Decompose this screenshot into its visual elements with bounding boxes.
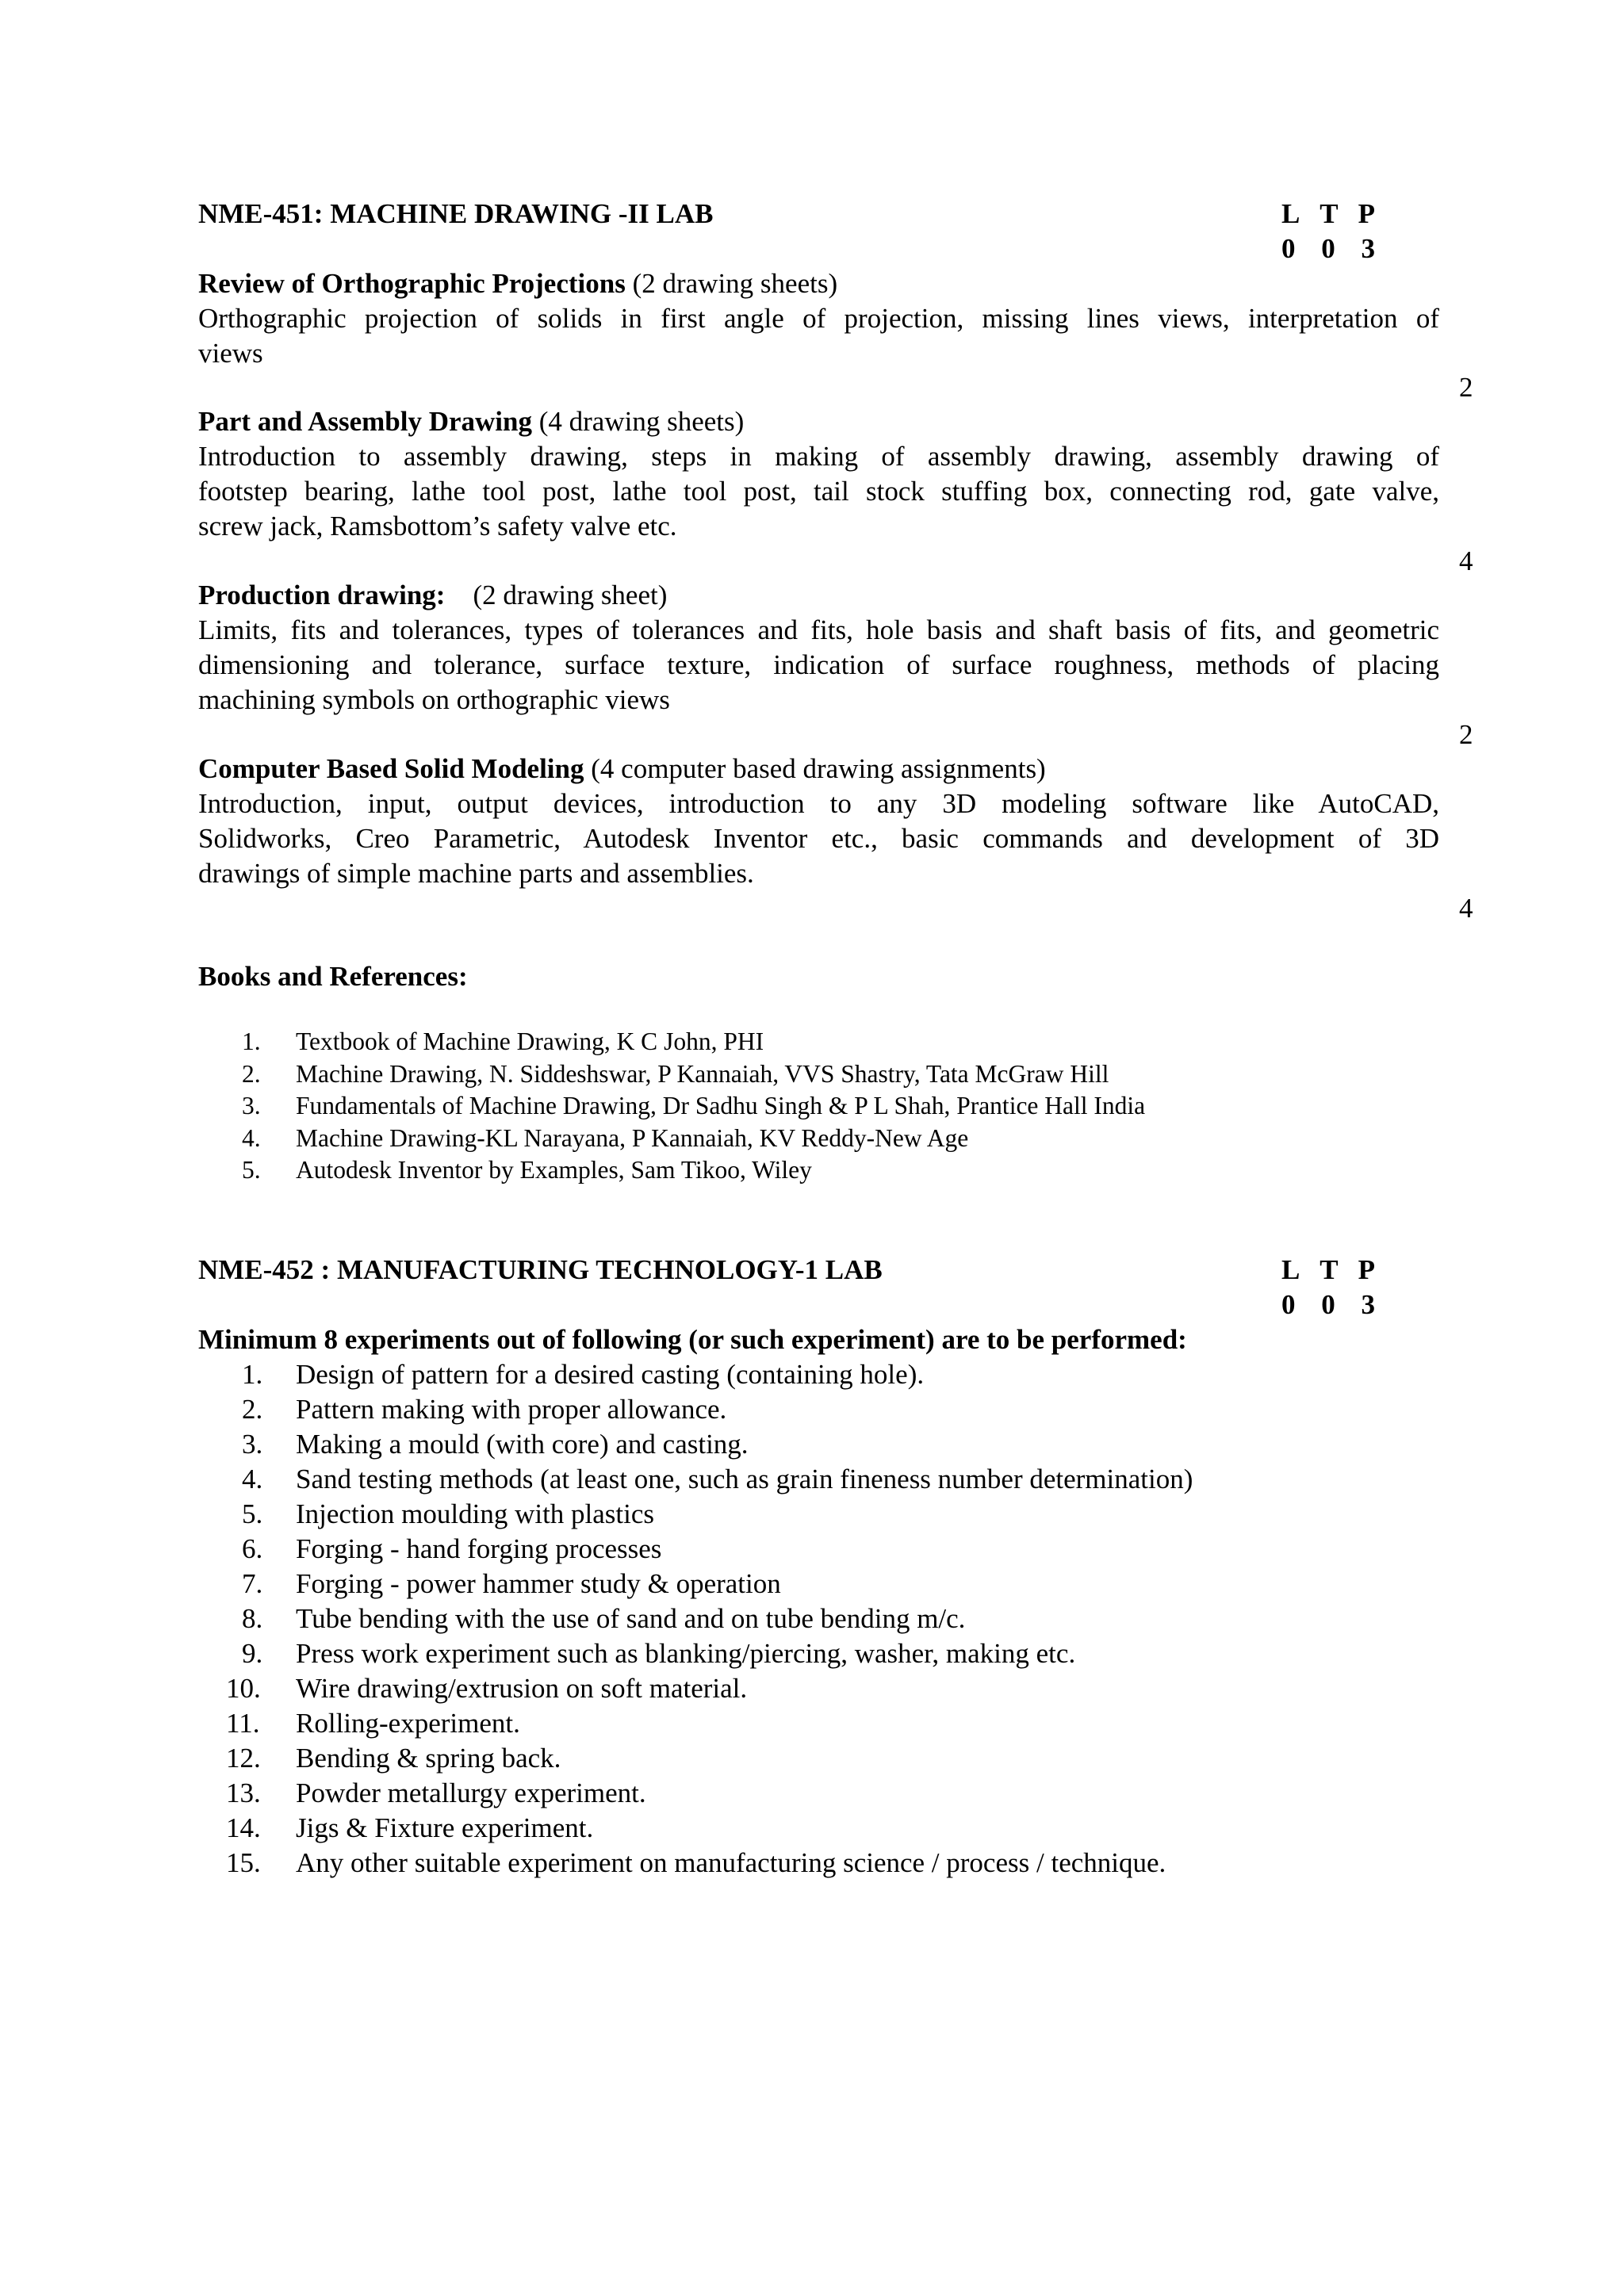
books-heading: Books and References:	[198, 961, 468, 992]
ltp-label-l: L	[1281, 198, 1300, 229]
course2-ltp	[1281, 1253, 1392, 1322]
section-credit: 4	[1459, 893, 1473, 924]
ltp-value-l: 0	[1281, 233, 1296, 264]
list-item: 6. Forging - hand forging processes	[242, 1533, 662, 1564]
list-item: 15. Any other suitable experiment on manufacturing science / process / technique.	[226, 1847, 1166, 1878]
list-item: 8. Tube bending with the use of sand and on tube bending m/c.	[242, 1603, 966, 1634]
ltp-value-p: 3	[1361, 233, 1375, 264]
section-body: Limits, fits and tolerances, types of tolerances and fits, hole basis and shaft basis of fits, and geometric dimensioning and tolerance, surface texture, indication of surface roughness, methods of placing machining symbols on orthographic views	[198, 614, 1439, 715]
section-credit: 2	[1459, 719, 1473, 750]
books-list	[242, 1026, 1145, 1187]
section-heading: Part and Assembly Drawing (4 drawing sheets)	[198, 406, 745, 437]
ltp-label-t: T	[1320, 1254, 1339, 1285]
list-item: 2. Pattern making with proper allowance.	[242, 1394, 727, 1425]
section-body: Orthographic projection of solids in first angle of projection, missing lines views, interpretation of views	[198, 303, 1439, 369]
list-item: 3. Making a mould (with core) and casting.	[242, 1429, 749, 1460]
list-item: 4. Sand testing methods (at least one, such as grain fineness number determination)	[242, 1464, 1193, 1494]
list-item: 9. Press work experiment such as blanking/piercing, washer, making etc.	[242, 1638, 1076, 1669]
section-credit: 4	[1459, 545, 1473, 576]
list-item: 7. Forging - power hammer study & operation	[242, 1568, 781, 1599]
list-item: 4. Machine Drawing-KL Narayana, P Kannaiah, KV Reddy-New Age	[242, 1123, 969, 1152]
list-item: 13. Powder metallurgy experiment.	[226, 1777, 646, 1808]
course1-title: NME-451: MACHINE DRAWING -II LAB	[198, 198, 714, 229]
list-item: 3. Fundamentals of Machine Drawing, Dr Sadhu Singh & P L Shah, Prantice Hall India	[242, 1092, 1146, 1119]
section-heading: Computer Based Solid Modeling (4 computer based drawing assignments)	[198, 753, 1046, 784]
ltp-label-p: P	[1358, 1254, 1375, 1285]
list-item: 5. Autodesk Inventor by Examples, Sam Tikoo, Wiley	[242, 1156, 812, 1184]
list-item: 2. Machine Drawing, N. Siddeshswar, P Kannaiah, VVS Shastry, Tata McGraw Hill	[242, 1059, 1109, 1088]
ltp-label-l: L	[1281, 1254, 1300, 1285]
list-item: 1. Design of pattern for a desired casting (containing hole).	[242, 1359, 925, 1390]
list-item: 12. Bending & spring back.	[226, 1743, 561, 1774]
list-item: 1. Textbook of Machine Drawing, K C John, PHI	[242, 1027, 764, 1055]
course1-ltp	[1281, 197, 1392, 266]
ltp-label-t: T	[1320, 198, 1339, 229]
section-credit: 2	[1459, 372, 1473, 403]
section-body: Introduction, input, output devices, introduction to any 3D modeling software like AutoCAD, Solidworks, Creo Parametric, Autodesk Inventor etc., basic commands and development of 3D drawings of simple machine parts and assemblies.	[198, 788, 1439, 889]
ltp-value-p: 3	[1361, 1289, 1375, 1320]
experiments-intro: Minimum 8 experiments out of following (or such experiment) are to be performed:	[198, 1324, 1187, 1355]
section-body: Introduction to assembly drawing, steps in making of assembly drawing, assembly drawing of footstep bearing, lathe tool post, lathe tool post, tail stock stuffing box, connecting rod, gate valve, screw jack, Ramsbottom’s safety valve etc.	[198, 441, 1439, 541]
list-item: 14. Jigs & Fixture experiment.	[226, 1812, 594, 1843]
ltp-value-l: 0	[1281, 1289, 1296, 1320]
section-heading: Production drawing: (2 drawing sheet)	[198, 580, 668, 610]
section-heading: Review of Orthographic Projections (2 drawing sheets)	[198, 268, 838, 299]
ltp-value-t: 0	[1321, 1289, 1335, 1320]
list-item: 11. Rolling-experiment.	[226, 1708, 520, 1739]
experiments-list	[226, 1357, 1352, 1881]
ltp-value-t: 0	[1321, 233, 1335, 264]
list-item: 10. Wire drawing/extrusion on soft material.	[226, 1673, 748, 1704]
ltp-label-p: P	[1358, 198, 1375, 229]
course2-title: NME-452 : MANUFACTURING TECHNOLOGY-1 LAB	[198, 1254, 883, 1285]
list-item: 5. Injection moulding with plastics	[242, 1498, 655, 1529]
